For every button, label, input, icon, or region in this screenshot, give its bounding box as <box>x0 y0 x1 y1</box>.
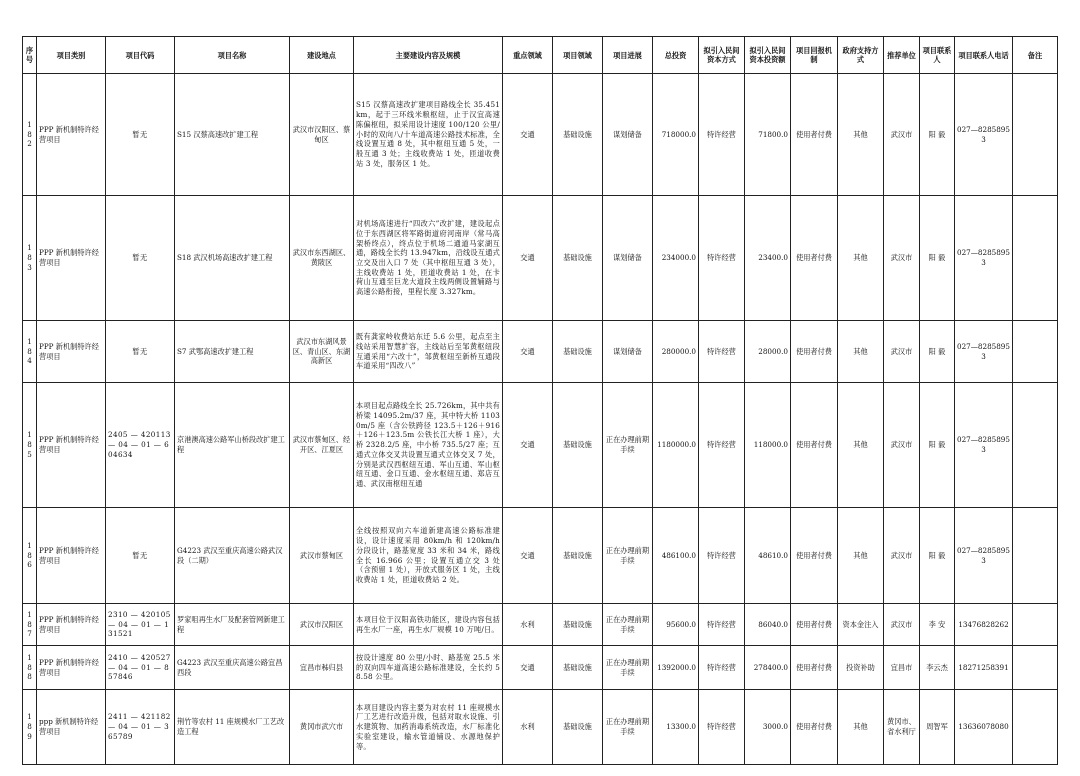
cell-code: 2410 — 420527 — 04 — 01 — 857846 <box>106 646 175 690</box>
cell-progress: 正在办理前期手续 <box>603 690 653 765</box>
cell-progress: 正在办理前期手续 <box>603 646 653 690</box>
cell-remark <box>1013 690 1058 765</box>
cell-category: PPP 新机制特许经营项目 <box>37 508 106 604</box>
cell-key-field: 交通 <box>503 196 553 321</box>
cell-key-field: 交通 <box>503 383 553 508</box>
cell-contact: 阳 毅 <box>920 508 955 604</box>
cell-field: 基础设施 <box>553 508 603 604</box>
header-code: 项目代码 <box>106 37 175 74</box>
cell-return-mechanism: 使用者付费 <box>791 383 838 508</box>
cell-progress: 谋划储备 <box>603 196 653 321</box>
cell-field: 基础设施 <box>553 604 603 646</box>
table-row <box>23 74 1058 196</box>
cell-contact: 阳 毅 <box>920 383 955 508</box>
cell-phone: 027—82858953 <box>955 383 1013 508</box>
cell-key-field: 交通 <box>503 646 553 690</box>
header-content: 主要建设内容及规模 <box>354 37 503 74</box>
cell-key-field: 水利 <box>503 604 553 646</box>
cell-progress: 正在办理前期手续 <box>603 383 653 508</box>
cell-total-investment: 234000.0 <box>653 196 699 321</box>
cell-code: 暂无 <box>106 196 175 321</box>
table-row <box>23 196 1058 321</box>
cell-location: 武汉市东西湖区、黄陂区 <box>290 196 354 321</box>
cell-contact: 周智军 <box>920 690 955 765</box>
header-private-amount: 拟引入民间资本投资额 <box>745 37 791 74</box>
cell-location: 武汉市蔡甸区、经开区、江夏区 <box>290 383 354 508</box>
cell-key-field: 交通 <box>503 508 553 604</box>
cell-recommender: 武汉市 <box>884 604 920 646</box>
cell-category: PPP 新机制特许经营项目 <box>37 383 106 508</box>
cell-return-mechanism: 使用者付费 <box>791 690 838 765</box>
cell-contact: 李 安 <box>920 604 955 646</box>
cell-contact: 李云杰 <box>920 646 955 690</box>
cell-category: PPP 新机制特许经营项目 <box>37 646 106 690</box>
cell-category: PPP 新机制特许经营项目 <box>37 196 106 321</box>
cell-return-mechanism: 使用者付费 <box>791 74 838 196</box>
cell-progress: 谋划储备 <box>603 74 653 196</box>
cell-return-mechanism: 使用者付费 <box>791 646 838 690</box>
cell-private-amount: 86040.0 <box>745 604 791 646</box>
cell-field: 基础设施 <box>553 690 603 765</box>
cell-name: 京港澳高速公路军山桥段改扩建工程 <box>175 383 290 508</box>
cell-recommender: 黄冈市、省水利厅 <box>884 690 920 765</box>
cell-contact: 阳 毅 <box>920 321 955 383</box>
cell-remark <box>1013 196 1058 321</box>
cell-field: 基础设施 <box>553 646 603 690</box>
cell-private-mode: 特许经营 <box>699 646 745 690</box>
cell-remark <box>1013 74 1058 196</box>
cell-code: 2411 — 421182 — 04 — 01 — 365789 <box>106 690 175 765</box>
cell-gov-support: 其他 <box>838 74 884 196</box>
cell-total-investment: 280000.0 <box>653 321 699 383</box>
header-gov-support: 政府支持方式 <box>838 37 884 74</box>
cell-content: 全线按照双向六车道新建高速公路标准建设，设计速度采用 80km/h 和 120km/h 分段设计，路基宽度 33 米和 34 米，路线全长 16.966 公里；设置互通立交 3 处（含预留 1 处），开放式服务区 1 处，主线收费站 1 处，匝道收费站 2 处。 <box>354 508 503 604</box>
cell-progress: 正在办理前期手续 <box>603 604 653 646</box>
cell-name: G4223 武汉至重庆高速公路武汉段（二期） <box>175 508 290 604</box>
cell-phone: 13636078080 <box>955 690 1013 765</box>
cell-recommender: 宜昌市 <box>884 646 920 690</box>
cell-total-investment: 486100.0 <box>653 508 699 604</box>
cell-seq: 182 <box>23 74 37 196</box>
cell-private-amount: 28000.0 <box>745 321 791 383</box>
cell-gov-support: 资本金注入 <box>838 604 884 646</box>
cell-private-amount: 23400.0 <box>745 196 791 321</box>
cell-total-investment: 1180000.0 <box>653 383 699 508</box>
cell-gov-support: 其他 <box>838 508 884 604</box>
cell-field: 基础设施 <box>553 196 603 321</box>
project-table <box>22 36 1058 765</box>
header-total-investment: 总投资 <box>653 37 699 74</box>
cell-total-investment: 13300.0 <box>653 690 699 765</box>
cell-private-mode: 特许经营 <box>699 321 745 383</box>
cell-progress: 正在办理前期手续 <box>603 508 653 604</box>
cell-recommender: 武汉市 <box>884 508 920 604</box>
cell-gov-support: 其他 <box>838 690 884 765</box>
cell-remark <box>1013 508 1058 604</box>
header-phone: 项目联系人电话 <box>955 37 1013 74</box>
cell-total-investment: 1392000.0 <box>653 646 699 690</box>
header-category: 项目类别 <box>37 37 106 74</box>
cell-seq: 186 <box>23 508 37 604</box>
cell-name: G4223 武汉至重庆高速公路宜昌西段 <box>175 646 290 690</box>
cell-private-mode: 特许经营 <box>699 508 745 604</box>
cell-name: S18 武汉机场高速改扩建工程 <box>175 196 290 321</box>
cell-phone: 13476828262 <box>955 604 1013 646</box>
cell-return-mechanism: 使用者付费 <box>791 196 838 321</box>
cell-content: 按设计速度 80 公里/小时、路基宽 25.5 米的双向四车道高速公路标准建设，全长约 58.58 公里。 <box>354 646 503 690</box>
header-return-mechanism: 项目回报机制 <box>791 37 838 74</box>
cell-key-field: 水利 <box>503 690 553 765</box>
header-private-mode: 拟引入民间资本方式 <box>699 37 745 74</box>
header-contact: 项目联系人 <box>920 37 955 74</box>
header-location: 建设地点 <box>290 37 354 74</box>
cell-remark <box>1013 321 1058 383</box>
cell-private-mode: 特许经营 <box>699 383 745 508</box>
cell-recommender: 武汉市 <box>884 383 920 508</box>
cell-private-mode: 特许经营 <box>699 196 745 321</box>
cell-seq: 183 <box>23 196 37 321</box>
cell-name: 罗家咀再生水厂及配套管网新建工程 <box>175 604 290 646</box>
cell-content: 本项目起点路线全长 25.726km，其中共有桥梁 14095.2m/37 座，其中特大桥 11030m/5 座（含公铁跨径 123.5＋126＋916＋126＋123.5m 公铁长江大桥 1 座），大桥 2328.2/5 座，中小桥 735.5/27 座；互通式立体交叉共设置互通式立体交叉 7 处，分别是武汉西枢纽互通、军山互通、军山枢纽互通、金口互通、金水枢纽互通、郑店互通、武汉南枢纽互通 <box>354 383 503 508</box>
cell-content: 既有龚家岭收费站东迁 5.6 公里，起点至主线站采用智慧扩容，主线站后至邹黄枢纽段互通采用“六改十”，邹黄枢纽至新桥互通段车道采用“四改八” <box>354 321 503 383</box>
cell-return-mechanism: 使用者付费 <box>791 321 838 383</box>
cell-private-amount: 278400.0 <box>745 646 791 690</box>
cell-name: 荆竹等农村 11 座规模水厂工艺改造工程 <box>175 690 290 765</box>
cell-return-mechanism: 使用者付费 <box>791 604 838 646</box>
header-row <box>23 37 1058 74</box>
cell-key-field: 交通 <box>503 321 553 383</box>
cell-seq: 187 <box>23 604 37 646</box>
cell-private-mode: 特许经营 <box>699 604 745 646</box>
cell-category: PPP 新机制特许经营项目 <box>37 74 106 196</box>
header-field: 项目领域 <box>553 37 603 74</box>
cell-category: PPP 新机制特许经营项目 <box>37 321 106 383</box>
header-remark: 备注 <box>1013 37 1058 74</box>
cell-total-investment: 95600.0 <box>653 604 699 646</box>
cell-contact: 阳 毅 <box>920 196 955 321</box>
cell-phone: 027—82858953 <box>955 508 1013 604</box>
cell-recommender: 武汉市 <box>884 196 920 321</box>
cell-content: 对机场高速进行“四改六”改扩建，建设起点位于东西湖区将军路街道府河南岸（常马高架桥终点），终点位于机场二通道马家湖互通，路线全长约 13.947km，沿线设互通式立交及出入口 7 处（其中枢纽互通 3 处），主线收费站 1 处，匝道收费站 1 处，在卡荷山互通至巨龙大道段主线两侧设置辅路与高速公路衔接，里程长度 3.327km。 <box>354 196 503 321</box>
cell-code: 2310 — 420105 — 04 — 01 — 131521 <box>106 604 175 646</box>
cell-location: 武汉市东湖风景区、青山区、东湖高新区 <box>290 321 354 383</box>
cell-gov-support: 其他 <box>838 196 884 321</box>
cell-gov-support: 其他 <box>838 383 884 508</box>
cell-category: PPP 新机制特许经营项目 <box>37 604 106 646</box>
table-row <box>23 646 1058 690</box>
cell-private-amount: 71800.0 <box>745 74 791 196</box>
cell-gov-support: 投资补助 <box>838 646 884 690</box>
cell-recommender: 武汉市 <box>884 74 920 196</box>
cell-location: 武汉市汉阳区、蔡甸区 <box>290 74 354 196</box>
cell-return-mechanism: 使用者付费 <box>791 508 838 604</box>
cell-code: 暂无 <box>106 321 175 383</box>
cell-code: 2405 — 420113 — 04 — 01 — 604634 <box>106 383 175 508</box>
cell-phone: 18271258391 <box>955 646 1013 690</box>
cell-phone: 027—82858953 <box>955 321 1013 383</box>
cell-location: 宜昌市秭归县 <box>290 646 354 690</box>
cell-recommender: 武汉市 <box>884 321 920 383</box>
cell-code: 暂无 <box>106 74 175 196</box>
table-row <box>23 383 1058 508</box>
cell-private-amount: 118000.0 <box>745 383 791 508</box>
cell-seq: 189 <box>23 690 37 765</box>
cell-private-amount: 48610.0 <box>745 508 791 604</box>
cell-code: 暂无 <box>106 508 175 604</box>
cell-content: 本项目位于汉阳高铁功能区，建设内容包括再生水厂一座，再生水厂规模 10 万吨/日。 <box>354 604 503 646</box>
table-row <box>23 508 1058 604</box>
table-row <box>23 321 1058 383</box>
cell-location: 武汉市蔡甸区 <box>290 508 354 604</box>
cell-private-mode: 特许经营 <box>699 74 745 196</box>
cell-location: 黄冈市武穴市 <box>290 690 354 765</box>
cell-seq: 185 <box>23 383 37 508</box>
cell-name: S15 汉蔡高速改扩建工程 <box>175 74 290 196</box>
table-row <box>23 604 1058 646</box>
cell-content: S15 汉蔡高速改扩建项目路线全长 35.451km，起于三环线米粮枢纽，止于汉宜高速陈偏枢纽，拟采用设计速度 100/120 公里/小时的双向八/十车道高速公路技术标准，全线设置互通 8 处，其中枢纽互通 5 处，一般互通 3 处；主线收费站 1 处，匝道收费站 3 处，服务区 1 处。 <box>354 74 503 196</box>
cell-remark <box>1013 604 1058 646</box>
cell-field: 基础设施 <box>553 321 603 383</box>
cell-gov-support: 其他 <box>838 321 884 383</box>
header-key-field: 重点领域 <box>503 37 553 74</box>
cell-seq: 184 <box>23 321 37 383</box>
header-name: 项目名称 <box>175 37 290 74</box>
cell-private-mode: 特许经营 <box>699 690 745 765</box>
cell-total-investment: 718000.0 <box>653 74 699 196</box>
cell-remark <box>1013 383 1058 508</box>
cell-progress: 谋划储备 <box>603 321 653 383</box>
table-row <box>23 690 1058 765</box>
cell-field: 基础设施 <box>553 383 603 508</box>
header-progress: 项目进展 <box>603 37 653 74</box>
cell-phone: 027—82858953 <box>955 74 1013 196</box>
cell-phone: 027—82858953 <box>955 196 1013 321</box>
cell-location: 武汉市汉阳区 <box>290 604 354 646</box>
header-seq: 序号 <box>23 37 37 74</box>
cell-contact: 阳 毅 <box>920 74 955 196</box>
header-recommender: 推荐单位 <box>884 37 920 74</box>
cell-key-field: 交通 <box>503 74 553 196</box>
cell-name: S7 武鄂高速改扩建工程 <box>175 321 290 383</box>
cell-private-amount: 3000.0 <box>745 690 791 765</box>
cell-seq: 188 <box>23 646 37 690</box>
cell-field: 基础设施 <box>553 74 603 196</box>
cell-category: ppp 新机制特许经营项目 <box>37 690 106 765</box>
cell-content: 本项目建设内容主要为对农村 11 座规模水厂工艺进行改造升级，包括对取水设施、引水建筑物、加药消毒系统改造，水厂标准化实验室建设，输水管道铺设、水源地保护等。 <box>354 690 503 765</box>
cell-remark <box>1013 646 1058 690</box>
